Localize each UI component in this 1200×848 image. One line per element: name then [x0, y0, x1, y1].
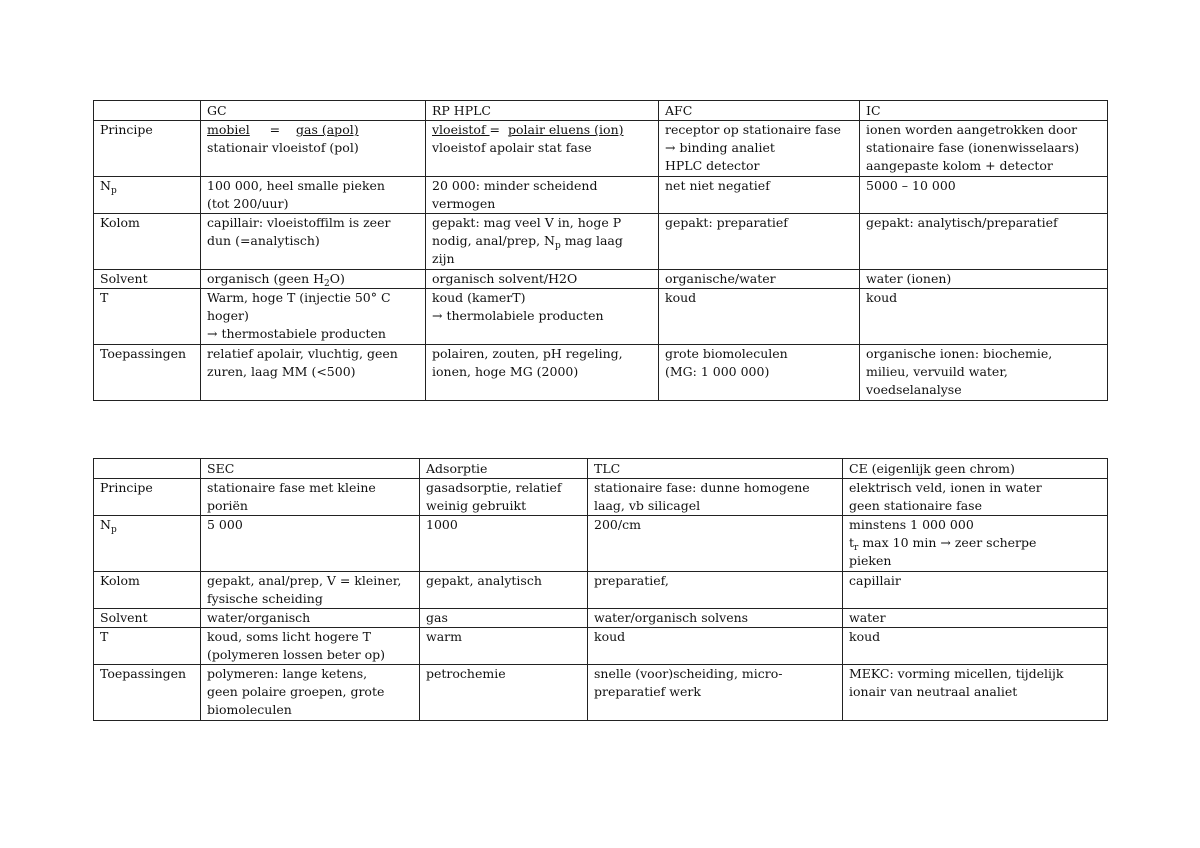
table-cell: grote biomoleculen (MG: 1 000 000) — [659, 345, 860, 401]
header-cell: AFC — [659, 101, 860, 121]
row-label: Solvent — [94, 609, 201, 628]
table-cell: gepakt: analytisch/preparatief — [860, 214, 1108, 270]
table-cell: 200/cm — [588, 516, 843, 572]
table2-row-solvent — [94, 609, 1108, 628]
table-cell: water — [843, 609, 1108, 628]
table-cell: 100 000, heel smalle pieken (tot 200/uur) — [201, 177, 426, 214]
table1-row-solvent — [94, 270, 1108, 289]
table2-row-kolom — [94, 572, 1108, 609]
table-cell: net niet negatief — [659, 177, 860, 214]
header-cell — [94, 101, 201, 121]
table-cell: relatief apolair, vluchtig, geen zuren, laag MM (<500) — [201, 345, 426, 401]
table2-header-row — [94, 459, 1108, 479]
table-cell: koud (kamerT) → thermolabiele producten — [426, 289, 659, 345]
mobile-phase-text: mobiel — [207, 122, 250, 137]
header-cell — [94, 459, 201, 479]
table-cell: minstens 1 000 000 $t_r$ max 10 min → zeer scherpe pieken — [843, 516, 1108, 572]
table-cell: gepakt, analytisch — [420, 572, 588, 609]
table-cell: petrochemie — [420, 665, 588, 721]
table2-row-toepassingen — [94, 665, 1108, 721]
table-cell: polymeren: lange ketens, geen polaire groepen, grote biomoleculen — [201, 665, 420, 721]
header-cell: IC — [860, 101, 1108, 121]
row-label: T — [94, 289, 201, 345]
table-cell: koud — [588, 628, 843, 665]
table-cell: 1000 — [420, 516, 588, 572]
table-cell: receptor op stationaire fase → binding analiet HPLC detector — [659, 121, 860, 177]
table-cell: koud — [860, 289, 1108, 345]
row-label: T — [94, 628, 201, 665]
table-cell: water/organisch solvens — [588, 609, 843, 628]
comparison-table-1 — [93, 100, 1108, 401]
comparison-table-2 — [93, 458, 1108, 721]
header-cell: RP HPLC — [426, 101, 659, 121]
table2-row-principe — [94, 479, 1108, 516]
row-label: Kolom — [94, 572, 201, 609]
table-cell: stationaire fase met kleine poriën — [201, 479, 420, 516]
table-cell: capillair: vloeistoffilm is zeer dun (=analytisch) — [201, 214, 426, 270]
row-label: Solvent — [94, 270, 201, 289]
table-cell: organische/water — [659, 270, 860, 289]
table-cell: snelle (voor)scheiding, micro- preparatief werk — [588, 665, 843, 721]
header-cell: Adsorptie — [420, 459, 588, 479]
table-cell: capillair — [843, 572, 1108, 609]
table1-row-t — [94, 289, 1108, 345]
table-cell: gepakt: mag veel V in, hoge P nodig, anal/prep, $N_p$ mag laag zijn — [426, 214, 659, 270]
row-label: Principe — [94, 121, 201, 177]
table-cell: organisch solvent/H2O — [426, 270, 659, 289]
row-label: Toepassingen — [94, 665, 201, 721]
header-cell: SEC — [201, 459, 420, 479]
table1-row-np — [94, 177, 1108, 214]
table-cell: gas — [420, 609, 588, 628]
header-cell: CE (eigenlijk geen chrom) — [843, 459, 1108, 479]
table-cell: organische ionen: biochemie, milieu, vervuild water, voedselanalyse — [860, 345, 1108, 401]
table-cell: MEKC: vorming micellen, tijdelijk ionair van neutraal analiet — [843, 665, 1108, 721]
table-cell: elektrisch veld, ionen in water geen stationaire fase — [843, 479, 1108, 516]
table1-row-principe — [94, 121, 1108, 177]
table-cell: preparatief, — [588, 572, 843, 609]
table-cell: 5000 – 10 000 — [860, 177, 1108, 214]
table-cell: mobiel = gas (apol) stationair vloeistof (pol) — [201, 121, 426, 177]
header-cell: GC — [201, 101, 426, 121]
row-label: $N_p$ — [94, 516, 201, 572]
table-cell: ionen worden aangetrokken door stationaire fase (ionenwisselaars) aangepaste kolom + detector — [860, 121, 1108, 177]
table2-row-t — [94, 628, 1108, 665]
table-cell: koud — [659, 289, 860, 345]
table2-row-np — [94, 516, 1108, 572]
table-cell: gasadsorptie, relatief weinig gebruikt — [420, 479, 588, 516]
table-cell: koud, soms licht hogere T (polymeren lossen beter op) — [201, 628, 420, 665]
table-cell: gepakt, anal/prep, V = kleiner, fysische scheiding — [201, 572, 420, 609]
table1-row-toepassingen — [94, 345, 1108, 401]
table-cell: 20 000: minder scheidend vermogen — [426, 177, 659, 214]
header-cell: TLC — [588, 459, 843, 479]
table-cell: stationaire fase: dunne homogene laag, vb silicagel — [588, 479, 843, 516]
table-cell: water (ionen) — [860, 270, 1108, 289]
table-cell: warm — [420, 628, 588, 665]
table-cell: Warm, hoge T (injectie 50° C hoger) → thermostabiele producten — [201, 289, 426, 345]
table-cell: water/organisch — [201, 609, 420, 628]
table-cell: gepakt: preparatief — [659, 214, 860, 270]
row-label: Principe — [94, 479, 201, 516]
table1-row-kolom — [94, 214, 1108, 270]
table-cell: polairen, zouten, pH regeling, ionen, hoge MG (2000) — [426, 345, 659, 401]
row-label: $N_p$ — [94, 177, 201, 214]
table-cell: vloeistof = polair eluens (ion) vloeistof apolair stat fase — [426, 121, 659, 177]
row-label: Toepassingen — [94, 345, 201, 401]
table1-header-row — [94, 101, 1108, 121]
table-cell: organisch (geen $H_2O$) — [201, 270, 426, 289]
table-cell: 5 000 — [201, 516, 420, 572]
table-cell: koud — [843, 628, 1108, 665]
row-label: Kolom — [94, 214, 201, 270]
